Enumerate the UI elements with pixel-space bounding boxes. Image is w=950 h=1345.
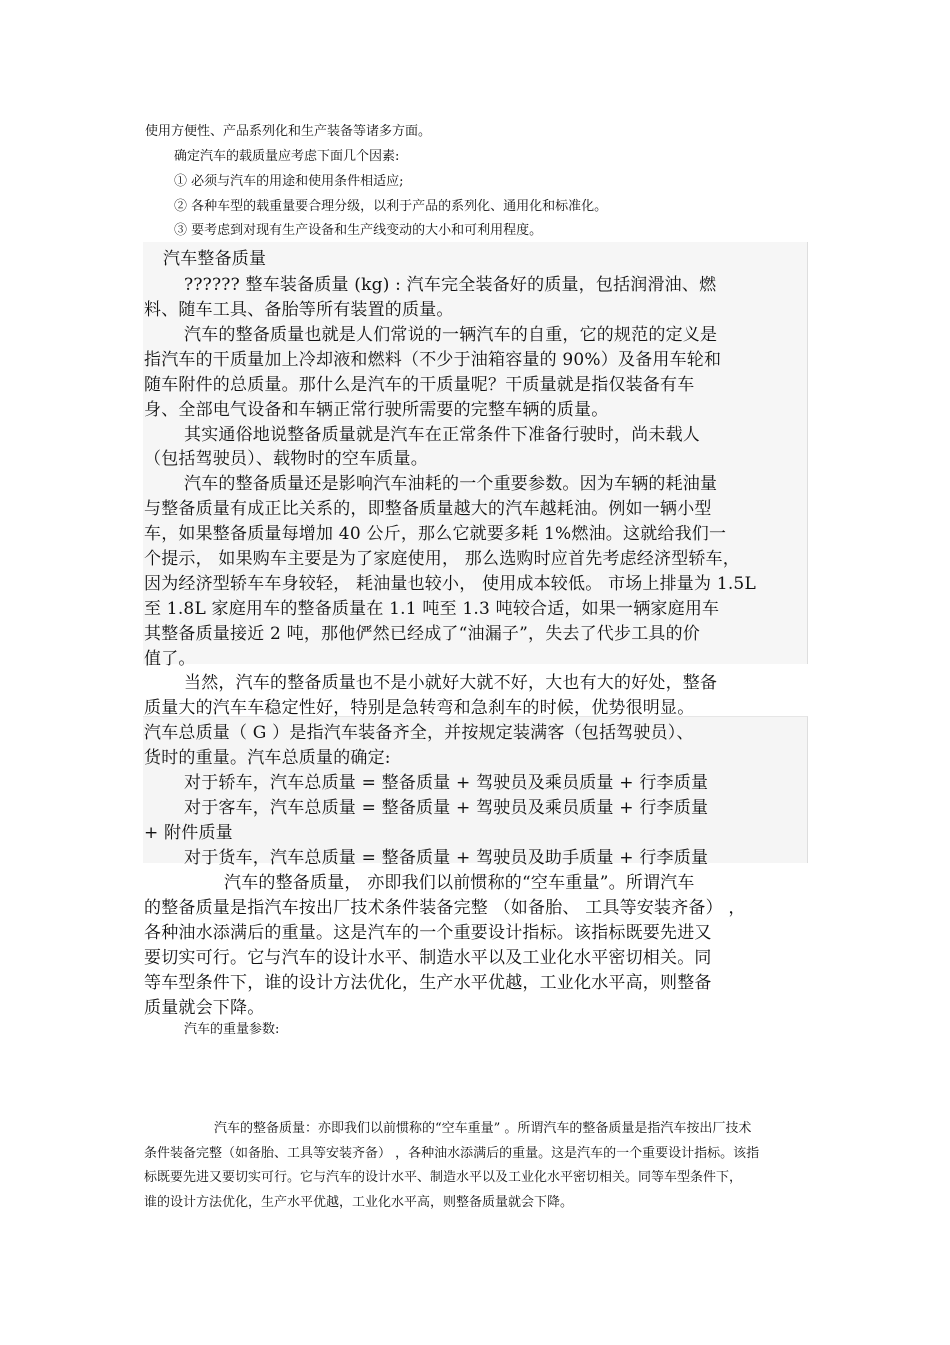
curb-line: 值了。 (144, 649, 196, 669)
intro-item-1: ① 必须与汽车的用途和使用条件相适应; (174, 174, 404, 189)
intro-item-2: ② 各种车型的载重量要合理分级，以利于产品的系列化、通用化和标准化。 (174, 199, 608, 214)
empty-line: 汽车的整备质量， 亦即我们以前惯称的“空车重量”。所谓汽车 (224, 873, 695, 893)
summary-line: 汽车的整备质量：亦即我们以前惯称的“空车重量” 。所谓汽车的整备质量是指汽车按出厂技术 (214, 1121, 752, 1136)
summary-line: 谁的设计方法优化，生产水平优越，工业化水平高，则整备质量就会下降。 (144, 1195, 574, 1210)
curb-line: （包括驾驶员）、载物时的空车质量。 (144, 449, 428, 469)
gross-formula-truck: 对于货车，汽车总质量 = 整备质量 + 驾驶员及助手质量 + 行李质量 (184, 848, 709, 868)
curb-line: 随车附件的总质量。那什么是汽车的干质量呢？干质量就是指仅装备有车 (144, 375, 695, 395)
empty-line: 要切实可行。它与汽车的设计水平、制造水平以及工业化水平密切相关。同 (144, 948, 712, 968)
curb-line: 指汽车的干质量加上冷却液和燃料（不少于油箱容量的 90%）及备用车轮和 (144, 350, 722, 370)
curb-line: 料、随车工具、备胎等所有装置的质量。 (144, 300, 454, 320)
gross-formula-bus-cont: + 附件质量 (144, 823, 233, 843)
balance-line: 质量大的汽车车稳定性好，特别是急转弯和急刹车的时候，优势很明显。 (144, 698, 695, 718)
summary-line: 条件装备完整（如备胎、工具等安装齐备） ，各种油水添满后的重量。这是汽车的一个重要设计指标。该指 (144, 1146, 760, 1161)
curb-line: 至 1.8L 家庭用车的整备质量在 1.1 吨至 1.3 吨较合适，如果一辆家庭用车 (144, 599, 720, 619)
gross-line: 汽车总质量（ G ）是指汽车装备齐全，并按规定装满客（包括驾驶员）、 (144, 723, 694, 743)
gross-formula-car: 对于轿车，汽车总质量 = 整备质量 + 驾驶员及乘员质量 + 行李质量 (184, 773, 709, 793)
balance-line: 当然，汽车的整备质量也不是小就好大就不好，大也有大的好处，整备 (184, 673, 718, 693)
gross-line: 货时的重量。汽车总质量的确定: (144, 748, 391, 768)
empty-line: 的整备质量是指汽车按出厂技术条件装备完整 （如备胎、 工具等安装齐备） ， (144, 898, 746, 918)
curb-line: 个提示， 如果购车主要是为了家庭使用， 那么选购时应首先考虑经济型轿车， (144, 549, 741, 569)
empty-line: 质量就会下降。 (144, 998, 265, 1018)
summary-line: 标既要先进又要切实可行。它与汽车的设计水平、制造水平以及工业化水平密切相关。同等车型条件下， (144, 1170, 743, 1185)
curb-line: 汽车的整备质量也就是人们常说的一辆汽车的自重，它的规范的定义是 (184, 325, 718, 345)
curb-line: 车，如果整备质量每增加 40 公斤，那么它就要多耗 1%燃油。这就给我们一 (144, 524, 727, 544)
weight-params-label: 汽车的重量参数: (184, 1022, 280, 1037)
gross-formula-bus: 对于客车，汽车总质量 = 整备质量 + 驾驶员及乘员质量 + 行李质量 (184, 798, 709, 818)
curb-line: 与整备质量有成正比关系的，即整备质量越大的汽车越耗油。例如一辆小型 (144, 499, 712, 519)
curb-line: 其整备质量接近 2 吨，那他俨然已经成了“油漏子”，失去了代步工具的价 (144, 624, 701, 644)
curb-line: ?????? 整车装备质量 (kg) : 汽车完全装备好的质量，包括润滑油、燃 (184, 275, 717, 295)
curb-line: 身、全部电气设备和车辆正常行驶所需要的完整车辆的质量。 (144, 400, 609, 420)
curb-line: 其实通俗地说整备质量就是汽车在正常条件下准备行驶时，尚未载人 (184, 425, 700, 445)
empty-line: 各种油水添满后的重量。这是汽车的一个重要设计指标。该指标既要先进又 (144, 923, 712, 943)
intro-item-3: ③ 要考虑到对现有生产设备和生产线变动的大小和可利用程度。 (174, 223, 543, 238)
curb-heading: 汽车整备质量 (163, 249, 267, 269)
curb-line: 因为经济型轿车车身较轻， 耗油量也较小， 使用成本较低。 市场上排量为 1.5L (144, 574, 756, 594)
intro-line-1: 使用方便性、产品系列化和生产装备等诸多方面。 (145, 124, 432, 139)
empty-line: 等车型条件下，谁的设计方法优化，生产水平优越，工业化水平高，则整备 (144, 973, 712, 993)
curb-line: 汽车的整备质量还是影响汽车油耗的一个重要参数。因为车辆的耗油量 (184, 474, 718, 494)
intro-line-2: 确定汽车的载质量应考虑下面几个因素: (174, 149, 400, 164)
